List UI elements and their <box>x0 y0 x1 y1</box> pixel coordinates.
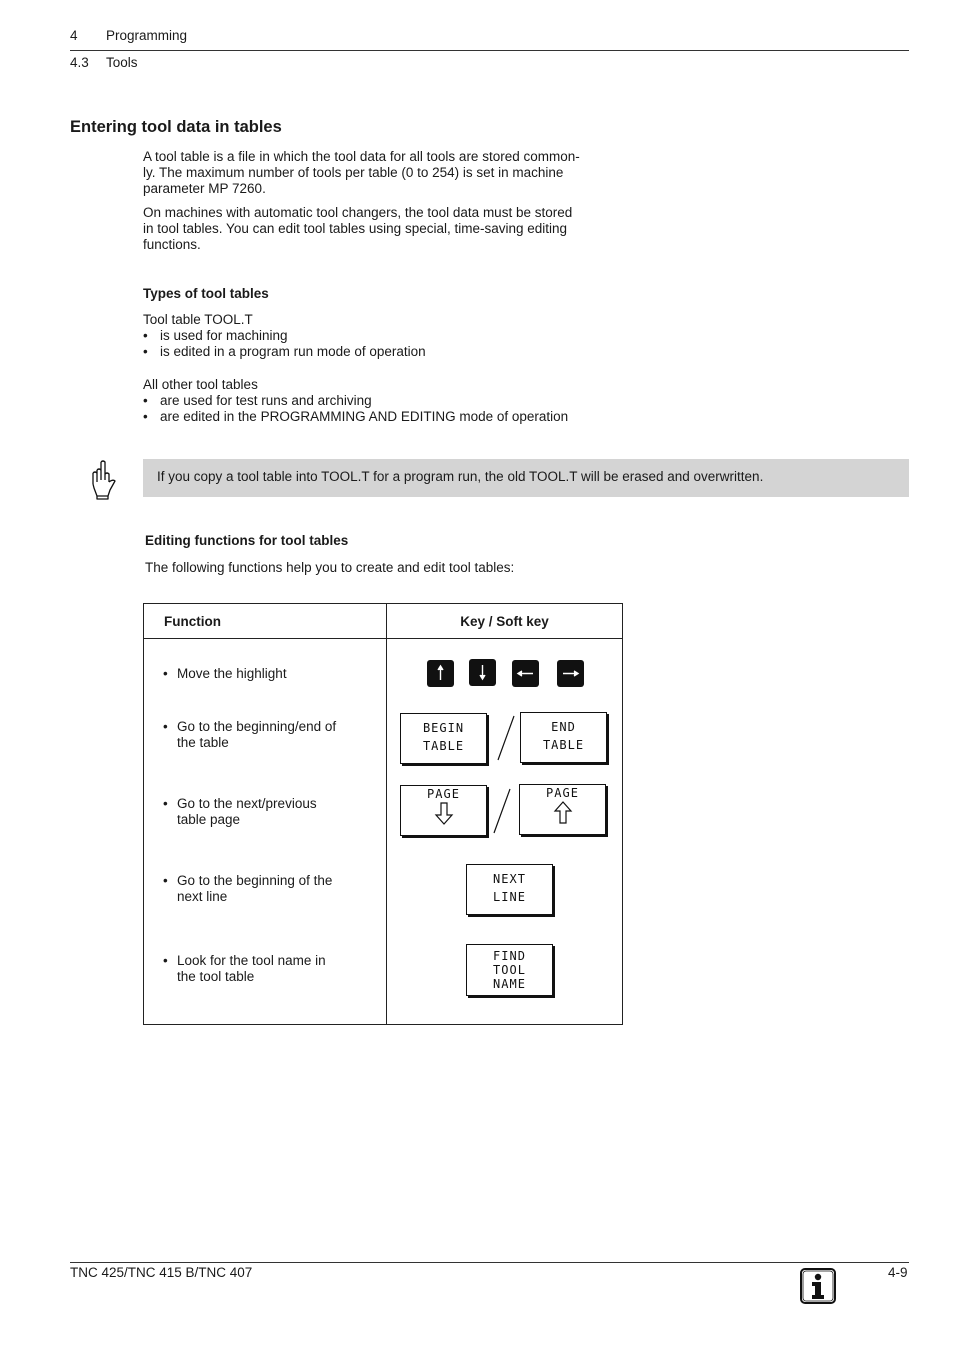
bullet-icon: • <box>163 719 168 734</box>
arrow-up-icon[interactable] <box>427 660 454 687</box>
chapter-number: 4 <box>70 28 78 43</box>
function-item-find-tool <box>163 953 326 985</box>
softkey-label: NEXT <box>493 872 526 886</box>
hand-pointer-icon <box>88 460 118 500</box>
list-item-text: are edited in the PROGRAMMING AND EDITING mode of operation <box>160 409 569 425</box>
editing-intro: The following functions help you to create and edit tool tables: <box>145 560 515 575</box>
intro-paragraph-1 <box>143 149 580 197</box>
softkey-label: PAGE <box>546 786 579 800</box>
next-line-softkey[interactable] <box>466 864 553 915</box>
list-item <box>143 344 426 360</box>
bullet-icon: • <box>143 409 148 425</box>
section-header <box>70 55 138 70</box>
bullet-icon: • <box>163 873 168 888</box>
tool-t-block <box>143 312 426 361</box>
function-text: the tool table <box>177 969 255 984</box>
bullet-icon: • <box>163 666 168 681</box>
tool-t-lead: Tool table TOOL.T <box>143 312 253 327</box>
softkey-label: BEGIN <box>422 721 465 735</box>
function-text: table page <box>177 812 241 827</box>
function-text: the table <box>177 735 229 750</box>
softkey-label: TABLE <box>542 738 585 752</box>
list-item-text: are used for test runs and archiving <box>160 393 372 409</box>
bullet-icon: • <box>143 328 148 344</box>
begin-table-softkey[interactable] <box>400 713 487 764</box>
arrow-down-icon[interactable] <box>469 659 496 686</box>
find-tool-name-softkey[interactable] <box>466 944 553 996</box>
note-text: If you copy a tool table into TOOL.T for a program run, the old TOOL.T will be erased and overwritten. <box>157 469 764 484</box>
softkey-label: TABLE <box>422 739 465 753</box>
softkey-label: NAME <box>493 977 526 991</box>
list-item-text: is used for machining <box>160 328 288 344</box>
chapter-title: Programming <box>106 28 188 43</box>
arrow-up-outline-icon <box>553 801 573 825</box>
arrow-left-icon[interactable] <box>512 660 539 687</box>
separator-slash <box>494 714 518 762</box>
function-item-begin-end <box>163 719 336 751</box>
function-text: Look for the tool name in <box>177 953 326 968</box>
page-title: Entering tool data in tables <box>70 118 282 136</box>
footer-rule <box>70 1262 909 1263</box>
text-line: functions. <box>143 237 201 252</box>
footer-models: TNC 425/TNC 415 B/TNC 407 <box>70 1265 253 1280</box>
function-text: Go to the beginning of the <box>177 873 333 888</box>
arrow-right-icon[interactable] <box>557 660 584 687</box>
header-rule <box>70 50 909 51</box>
function-text: Go to the next/previous <box>177 796 317 811</box>
info-icon <box>800 1268 836 1304</box>
separator-slash <box>490 787 514 835</box>
function-text: Go to the beginning/end of <box>177 719 337 734</box>
section-title: Tools <box>106 55 138 70</box>
softkey-label: END <box>551 720 576 734</box>
function-item-page <box>163 796 317 828</box>
softkey-label: PAGE <box>427 787 460 801</box>
list-item <box>143 393 568 409</box>
types-heading: Types of tool tables <box>143 286 269 301</box>
section-number: 4.3 <box>70 55 89 70</box>
function-item-move-highlight <box>163 666 287 682</box>
text-line: A tool table is a file in which the tool data for all tools are stored common- <box>143 149 580 164</box>
text-line: in tool tables. You can edit tool tables using special, time-saving editing <box>143 221 568 236</box>
bullet-icon: • <box>143 393 148 409</box>
list-item <box>143 328 426 344</box>
end-table-softkey[interactable] <box>520 712 607 763</box>
function-text: Move the highlight <box>177 666 287 681</box>
text-line: parameter MP 7260. <box>143 181 266 196</box>
other-tables-block <box>143 377 568 426</box>
bullet-icon: • <box>163 796 168 811</box>
list-item-text: is edited in a program run mode of operation <box>160 344 426 360</box>
function-item-next-line <box>163 873 332 905</box>
function-text: next line <box>177 889 228 904</box>
page-number: 4-9 <box>888 1265 908 1280</box>
text-line: ly. The maximum number of tools per table (0 to 254) is set in machine <box>143 165 564 180</box>
softkey-label: FIND <box>493 949 526 963</box>
column-header-key: Key / Soft key <box>387 604 623 639</box>
softkey-label: LINE <box>493 890 526 904</box>
page-down-softkey[interactable] <box>400 785 487 836</box>
note-box <box>143 459 909 497</box>
chapter-header <box>70 28 187 43</box>
editing-heading: Editing functions for tool tables <box>145 533 349 548</box>
arrow-down-outline-icon <box>434 802 454 826</box>
softkey-label: TOOL <box>493 963 526 977</box>
bullet-icon: • <box>163 953 168 968</box>
column-header-function: Function <box>144 604 387 639</box>
page-up-softkey[interactable] <box>519 784 606 835</box>
intro-paragraph-2 <box>143 205 572 253</box>
other-tables-lead: All other tool tables <box>143 377 258 392</box>
bullet-icon: • <box>143 344 148 360</box>
list-item <box>143 409 568 425</box>
text-line: On machines with automatic tool changers, the tool data must be stored <box>143 205 573 220</box>
